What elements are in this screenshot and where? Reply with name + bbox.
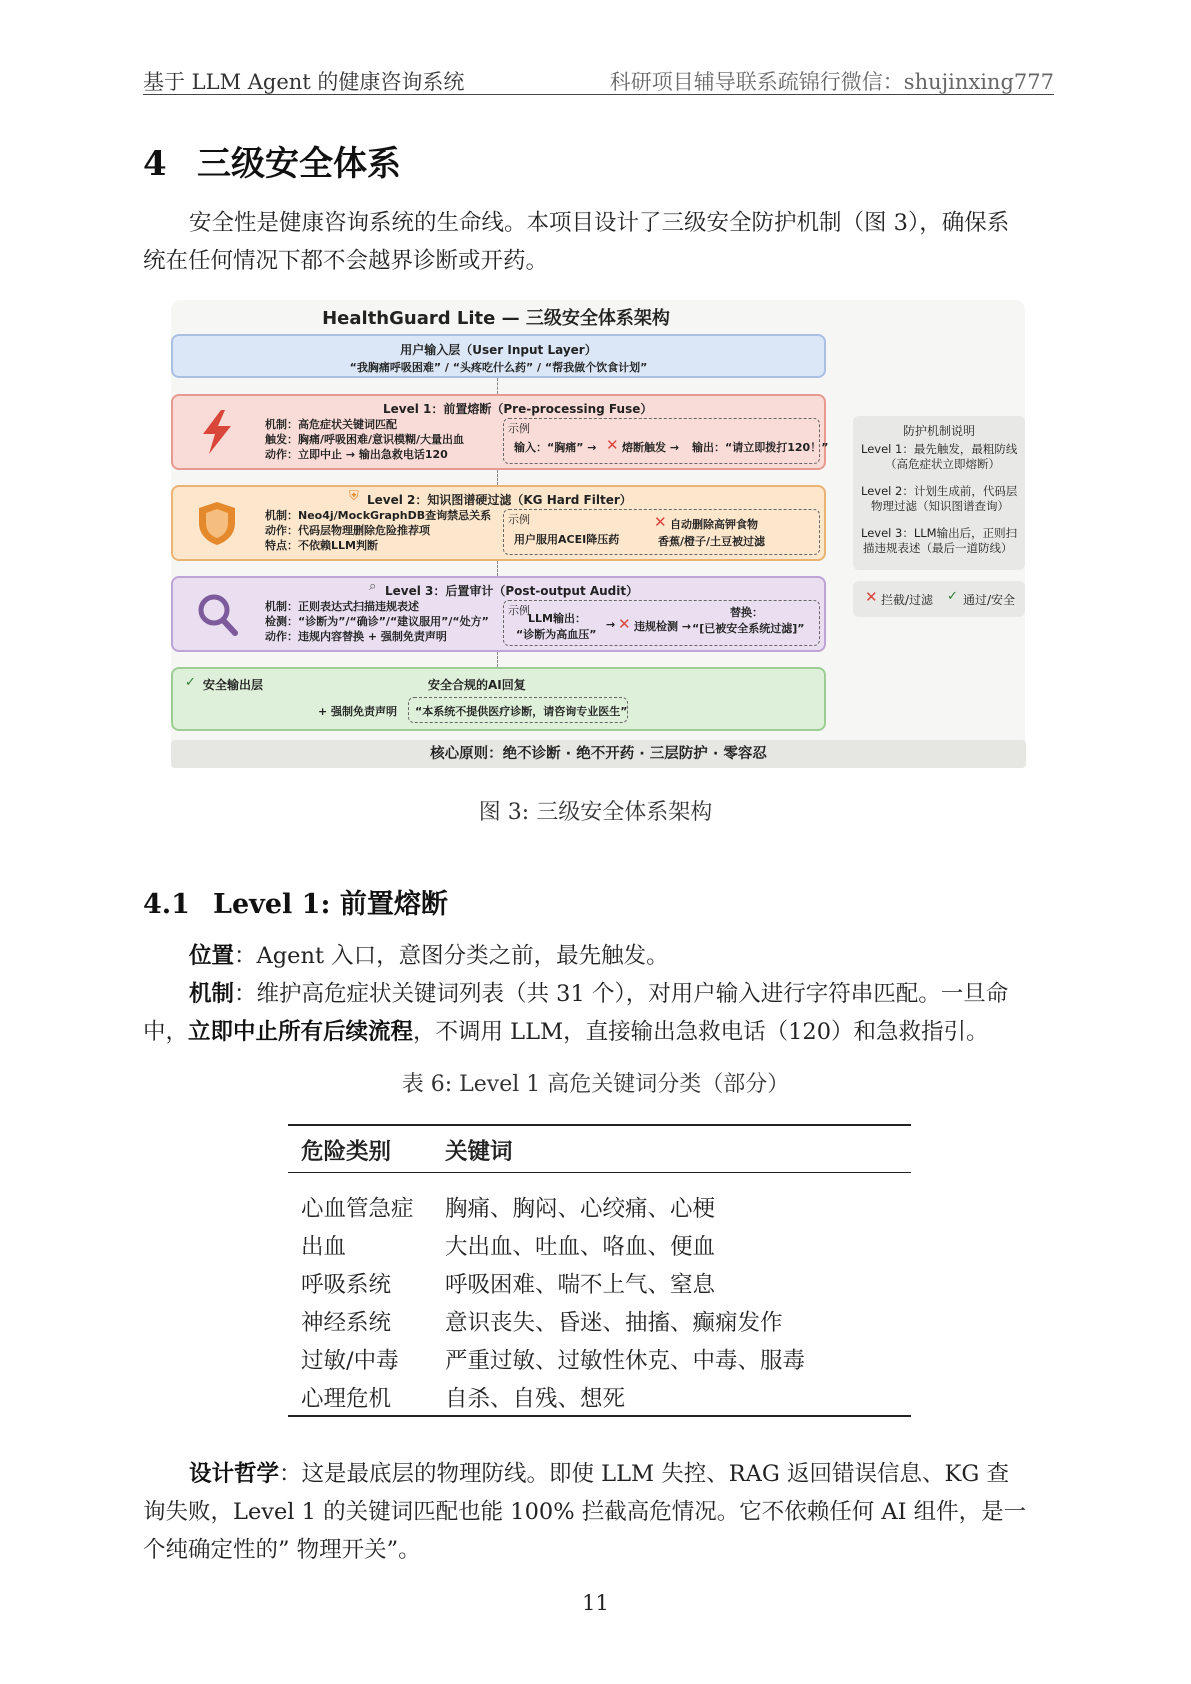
disclaimer-box bbox=[408, 697, 628, 723]
table-cell: 胸痛、胸闷、心绞痛、心梗 bbox=[445, 1196, 716, 1222]
subsection-title: Level 1: 前置熔断 bbox=[213, 889, 448, 920]
lightning-icon bbox=[195, 408, 239, 456]
level3-example-in2: “诊断为高血压” bbox=[516, 628, 597, 641]
level3-example-in1: LLM输出： bbox=[528, 612, 586, 625]
table-row bbox=[288, 1378, 911, 1416]
position-label: 位置 bbox=[189, 943, 235, 969]
table-row bbox=[288, 1340, 911, 1378]
flow-arrow bbox=[497, 470, 498, 485]
table-row bbox=[288, 1226, 911, 1264]
block-x-icon: ✕ bbox=[606, 436, 619, 454]
table-row bbox=[288, 1264, 911, 1302]
level2-mechanism: 机制：Neo4j/MockGraphDB查询禁忌关系 bbox=[265, 509, 492, 522]
section-heading bbox=[143, 136, 401, 185]
level3-example-detect: 违规检测 → bbox=[634, 620, 692, 633]
architecture-figure bbox=[171, 300, 1025, 768]
level1-trigger: 触发：胸痛/呼吸困难/意识模糊/大量出血 bbox=[265, 433, 465, 446]
table-cell: 意识丧失、昏迷、抽搐、癫痫发作 bbox=[445, 1310, 783, 1336]
disclaimer-text: “本系统不提供医疗诊断，请咨询专业医生” bbox=[415, 705, 628, 718]
level3-title: Level 3：后置审计（Post-output Audit） bbox=[385, 584, 639, 598]
header-keywords: 关键词 bbox=[445, 1139, 513, 1165]
philosophy-paragraph bbox=[143, 1455, 1054, 1569]
mechanism-text-2b: ，不调用 LLM，直接输出急救电话（120）和急救指引。 bbox=[413, 1019, 989, 1045]
keyword-table bbox=[288, 1124, 911, 1416]
shield-small-icon: ⛨ bbox=[349, 489, 359, 504]
level2-example bbox=[503, 509, 820, 555]
philosophy-label: 设计哲学 bbox=[189, 1461, 280, 1487]
level2-example-label: 示例 bbox=[508, 513, 530, 526]
figure-caption: 图 3: 三级安全体系架构 bbox=[478, 800, 713, 825]
table-cell: 自杀、自残、想死 bbox=[445, 1386, 626, 1412]
table-cell: 出血 bbox=[301, 1234, 347, 1260]
core-principle: 核心原则：绝不诊断 · 绝不开药 · 三层防护 · 零容忍 bbox=[171, 740, 1026, 768]
output-layer-title: 安全输出层 bbox=[203, 678, 264, 692]
philosophy-line-2: 询失败，Level 1 的关键词匹配也能 100% 拦截高危情况。它不依赖任何 AI 组件，是一 bbox=[143, 1499, 1027, 1525]
subsection-heading bbox=[143, 882, 448, 921]
level1-example-input: 输入：“胸痛” → bbox=[514, 441, 597, 454]
level1-example-output: 输出：“请立即拨打120！” bbox=[692, 441, 829, 454]
table-cell: 大出血、吐血、咯血、便血 bbox=[445, 1234, 716, 1260]
section-title: 三级安全体系 bbox=[197, 144, 401, 184]
block-x-icon: ✕ bbox=[865, 588, 878, 606]
table-cell: 心血管急症 bbox=[301, 1196, 414, 1222]
flow-arrow bbox=[497, 561, 498, 576]
philosophy-line-3: 个纯确定性的” 物理开关”。 bbox=[143, 1537, 421, 1563]
table-row bbox=[288, 1188, 911, 1226]
user-layer-title: 用户输入层（User Input Layer） bbox=[400, 343, 597, 357]
table-cell: 呼吸系统 bbox=[301, 1272, 392, 1298]
notes-l2b: 物理过滤（知识图谱查询） bbox=[871, 499, 1009, 513]
legend-pass: 通过/安全 bbox=[963, 593, 1016, 607]
mechanism-bold: 立即中止所有后续流程 bbox=[188, 1019, 414, 1045]
legend-block: 拦截/过滤 bbox=[881, 593, 934, 607]
user-input-layer bbox=[171, 334, 826, 378]
notes-l2a: Level 2：计划生成前，代码层 bbox=[861, 484, 1018, 498]
level2-title: Level 2：知识图谱硬过滤（KG Hard Filter） bbox=[367, 493, 632, 507]
check-icon: ✓ bbox=[185, 675, 196, 690]
flow-arrow bbox=[497, 378, 498, 394]
level2-example-out1: 自动删除高钾食物 bbox=[670, 518, 758, 531]
table-cell: 神经系统 bbox=[301, 1310, 392, 1336]
level3-example-out1: 替换： bbox=[730, 606, 763, 619]
table-caption: 表 6: Level 1 高危关键词分类（部分） bbox=[401, 1072, 790, 1097]
level3-example-label: 示例 bbox=[508, 604, 530, 617]
level1-example-trigger: 熔断触发 → bbox=[622, 441, 680, 454]
section-number: 4 bbox=[143, 144, 167, 184]
mechanism-label: 机制 bbox=[189, 981, 235, 1007]
notes-l3b: 描违规表述（最后一道防线） bbox=[863, 541, 1013, 555]
table-cell: 过敏/中毒 bbox=[301, 1348, 399, 1374]
table-cell: 严重过敏、过敏性休克、中毒、服毒 bbox=[445, 1348, 806, 1374]
intro-line-2: 统在任何情况下都不会越界诊断或开药。 bbox=[143, 248, 549, 274]
mechanism-notes bbox=[853, 416, 1025, 570]
figure-title: HealthGuard Lite — 三级安全体系架构 bbox=[322, 308, 670, 329]
subsection-number: 4.1 bbox=[143, 889, 190, 920]
level1-action: 动作：立即中止 → 输出急救电话120 bbox=[265, 448, 448, 461]
header-title: 基于 LLM Agent 的健康咨询系统 bbox=[143, 70, 465, 94]
arrow-glyph: → bbox=[606, 618, 616, 631]
level1-example-label: 示例 bbox=[508, 422, 530, 435]
philosophy-line-1: ：这是最底层的物理防线。即使 LLM 失控、RAG 返回错误信息、KG 查 bbox=[279, 1461, 1009, 1487]
level2-feature: 特点：不依赖LLM判断 bbox=[265, 539, 378, 552]
level3-detect: 检测：“诊断为”/“确诊”/“建议服用”/“处方” bbox=[265, 615, 489, 628]
level1-example bbox=[503, 418, 829, 464]
table-header-row bbox=[288, 1124, 911, 1174]
level3-action: 动作：违规内容替换 + 强制免责声明 bbox=[265, 630, 447, 643]
level1-mechanism: 机制：高危症状关键词匹配 bbox=[265, 418, 397, 431]
disclaimer-label: + 强制免责声明 bbox=[318, 705, 398, 718]
notes-l3a: Level 3：LLM输出后，正则扫 bbox=[861, 526, 1018, 540]
figure-legend bbox=[853, 581, 1025, 617]
magnifier-icon bbox=[195, 590, 239, 638]
level3-mechanism: 机制：正则表达式扫描违规表述 bbox=[265, 600, 419, 613]
check-icon: ✓ bbox=[947, 589, 958, 604]
table-cell: 呼吸困难、喘不上气、窒息 bbox=[445, 1272, 716, 1298]
notes-title: 防护机制说明 bbox=[902, 424, 975, 438]
position-paragraph bbox=[143, 937, 1054, 975]
block-x-icon: ✕ bbox=[654, 513, 667, 531]
notes-l1a: Level 1：最先触发，最粗防线 bbox=[861, 442, 1018, 456]
table-row bbox=[288, 1302, 911, 1340]
table-cell: 心理危机 bbox=[301, 1386, 392, 1412]
search-small-icon: ⌕ bbox=[369, 579, 377, 594]
running-header bbox=[143, 60, 1054, 95]
level3-box bbox=[171, 576, 826, 652]
level1-box bbox=[171, 394, 829, 470]
level1-title: Level 1：前置熔断（Pre-processing Fuse） bbox=[383, 402, 653, 416]
intro-line-1: 安全性是健康咨询系统的生命线。本项目设计了三级安全防护机制（图 3），确保系 bbox=[189, 210, 1010, 236]
safe-output-layer bbox=[171, 667, 826, 731]
output-layer-reply: 安全合规的AI回复 bbox=[428, 678, 526, 692]
shield-icon bbox=[195, 499, 239, 547]
level3-example bbox=[503, 600, 820, 646]
mechanism-paragraph bbox=[143, 975, 1054, 1051]
intro-paragraph bbox=[143, 204, 1054, 280]
position-text: ：Agent 入口，意图分类之前，最先触发。 bbox=[234, 943, 669, 969]
flow-arrow bbox=[497, 652, 498, 667]
page-number: 11 bbox=[582, 1591, 609, 1615]
block-x-icon: ✕ bbox=[618, 615, 631, 633]
level2-action: 动作：代码层物理删除危险推荐项 bbox=[265, 524, 430, 537]
mechanism-text-2a: 中， bbox=[143, 1019, 189, 1045]
notes-l1b: （高危症状立即熔断） bbox=[885, 457, 1000, 471]
level2-example-input: 用户服用ACEI降压药 bbox=[514, 533, 620, 546]
header-category: 危险类别 bbox=[301, 1139, 392, 1165]
level3-example-out2: “[已被安全系统过滤]” bbox=[692, 622, 805, 635]
level2-example-out2: 香蕉/橙子/土豆被过滤 bbox=[658, 535, 766, 548]
user-layer-examples: “我胸痛呼吸困难” / “头疼吃什么药” / “帮我做个饮食计划” bbox=[349, 361, 648, 374]
header-contact: 科研项目辅导联系疏锦行微信：shujinxing777 bbox=[609, 70, 1054, 94]
mechanism-text-1: ：维护高危症状关键词列表（共 31 个），对用户输入进行字符串匹配。一旦命 bbox=[234, 981, 1009, 1007]
level2-box bbox=[171, 485, 826, 561]
